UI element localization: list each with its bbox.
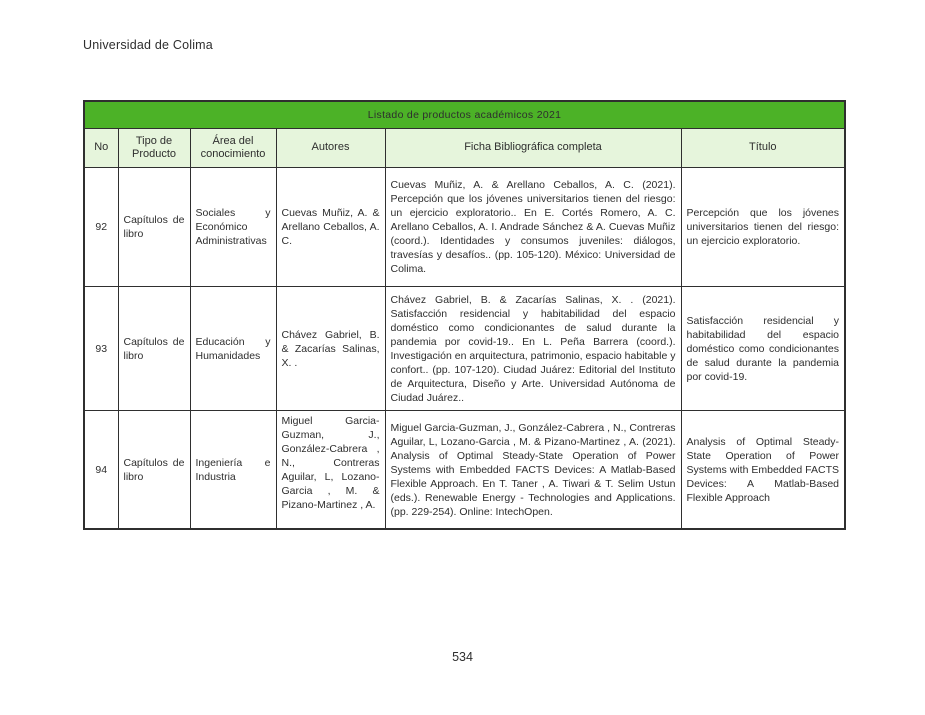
column-header-area-del-conocimiento: Área del conocimiento	[190, 129, 276, 168]
table-row	[84, 287, 845, 411]
cell-ficha-bibliografica: Cuevas Muñiz, A. & Arellano Ceballos, A. C. (2021). Percepción que los jóvenes universitarios tienen del riesgo: un ejercicio exploratorio.. En E. Cortés Romero, A. C. Arellano Ceballos, A. I. Andrade Sánchez & A. Cuevas Muñiz (coord.). Identidades y consumos juveniles: diálogos, travesías y desafíos.. (pp. 105-120). México: Universidad de Colima.	[385, 168, 681, 287]
cell-tipo-de-producto: Capítulos de libro	[118, 287, 190, 411]
page-number: 534	[452, 650, 473, 664]
column-header-row	[84, 129, 845, 168]
cell-no: 93	[84, 287, 118, 411]
cell-no: 94	[84, 411, 118, 530]
cell-ficha-bibliografica: Chávez Gabriel, B. & Zacarías Salinas, X. . (2021). Satisfacción residencial y habitabilidad del espacio doméstico como condicionantes de salud durante la pandemia por covid-19.. En L. Peña Barrera (coord.). Investigación en arquitectura, patrimonio, espacio habitable y confort.. (pp. 107-120). Ciudad Juárez: Editorial del Instituto de Arquitectura, Diseño y Arte. Universidad Autónoma de Ciudad Juárez..	[385, 287, 681, 411]
cell-titulo: Percepción que los jóvenes universitarios tienen del riesgo: un ejercicio exploratorio.	[681, 168, 845, 287]
cell-area-del-conocimiento: Ingeniería e Industria	[190, 411, 276, 530]
column-header-tipo-de-producto: Tipo de Producto	[118, 129, 190, 168]
cell-autores: Miguel Garcia-Guzman, J., González-Cabrera , N., Contreras Aguilar, L, Lozano-Garcia , M. & Pizano-Martinez , A.	[276, 411, 385, 530]
cell-autores: Cuevas Muñiz, A. & Arellano Ceballos, A. C.	[276, 168, 385, 287]
cell-titulo: Analysis of Optimal Steady-State Operation of Power Systems with Embedded FACTS Devices: A Matlab-Based Flexible Approach	[681, 411, 845, 530]
cell-ficha-bibliografica: Miguel Garcia-Guzman, J., González-Cabrera , N., Contreras Aguilar, L, Lozano-Garcia , M. & Pizano-Martinez , A. (2021). Analysis of Optimal Steady-State Operation of Power Systems with Embedded FACTS Devices: A Matlab-Based Flexible Approach. En T. Taner , A. Tiwari & T. Selim Ustun (eds.). Renewable Energy - Technologies and Applications. (pp. 229-254). Online: IntechOpen.	[385, 411, 681, 530]
table-title: Listado de productos académicos 2021	[84, 101, 845, 129]
cell-no: 92	[84, 168, 118, 287]
column-header-ficha-bibliografica: Ficha Bibliográfica completa	[385, 129, 681, 168]
products-table	[83, 100, 846, 530]
table-row	[84, 168, 845, 287]
cell-titulo: Satisfacción residencial y habitabilidad del espacio doméstico como condicionantes de salud durante la pandemia por covid-19.	[681, 287, 845, 411]
table-title-row	[84, 101, 845, 129]
cell-area-del-conocimiento: Educación y Humanidades	[190, 287, 276, 411]
cell-tipo-de-producto: Capítulos de libro	[118, 168, 190, 287]
table-row	[84, 411, 845, 530]
column-header-titulo: Título	[681, 129, 845, 168]
page-header: Universidad de Colima	[83, 38, 213, 52]
cell-autores: Chávez Gabriel, B. & Zacarías Salinas, X. .	[276, 287, 385, 411]
column-header-no: No	[84, 129, 118, 168]
cell-area-del-conocimiento: Sociales y Económico Administrativas	[190, 168, 276, 287]
cell-tipo-de-producto: Capítulos de libro	[118, 411, 190, 530]
column-header-autores: Autores	[276, 129, 385, 168]
